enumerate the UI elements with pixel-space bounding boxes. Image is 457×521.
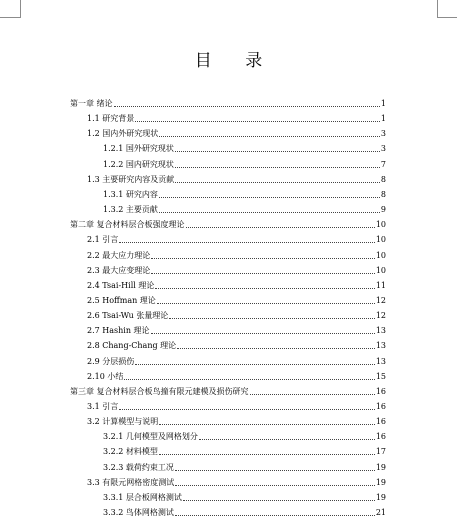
toc-entry[interactable] bbox=[103, 188, 386, 201]
toc-entry-page: 1 bbox=[380, 114, 386, 124]
toc-entry-label: 1.3.2 主要贡献 bbox=[103, 205, 158, 215]
toc-entry-page: 7 bbox=[380, 159, 386, 169]
toc-leader-dots bbox=[159, 197, 380, 198]
toc-entry[interactable] bbox=[87, 112, 386, 125]
toc-entry-label: 2.1 引言 bbox=[87, 235, 119, 245]
toc-entry-label: 2.6 Tsai-Wu 张量理论 bbox=[87, 311, 169, 321]
toc-entry-page: 21 bbox=[375, 508, 386, 518]
toc-entry[interactable] bbox=[70, 97, 386, 110]
toc-entry[interactable] bbox=[87, 476, 386, 489]
corner-mark-top-left-v bbox=[20, 0, 21, 18]
toc-entry-page: 19 bbox=[375, 462, 386, 472]
toc-entry-label: 2.3 最大应变理论 bbox=[87, 265, 151, 275]
toc-leader-dots bbox=[157, 303, 375, 304]
toc-leader-dots bbox=[119, 409, 375, 410]
toc-leader-dots bbox=[159, 454, 375, 455]
toc-leader-dots bbox=[199, 439, 375, 440]
toc-leader-dots bbox=[114, 106, 380, 107]
toc-entry-page: 17 bbox=[375, 447, 386, 457]
toc-leader-dots bbox=[175, 167, 380, 168]
toc-entry-label: 3.2.2 材料模型 bbox=[103, 447, 158, 457]
toc-entry-page: 12 bbox=[375, 311, 386, 321]
toc-entry[interactable] bbox=[103, 506, 386, 519]
toc-entry-label: 1.2.2 国内研究现状 bbox=[103, 159, 174, 169]
toc-entry[interactable] bbox=[87, 355, 386, 368]
toc-leader-dots bbox=[155, 288, 374, 289]
toc-entry-page: 10 bbox=[375, 235, 386, 245]
toc-leader-dots bbox=[183, 500, 375, 501]
toc-entry-page: 11 bbox=[375, 280, 386, 290]
toc-entry-page: 10 bbox=[375, 265, 386, 275]
corner-mark-top-right-h bbox=[437, 17, 457, 18]
toc-leader-dots bbox=[124, 379, 374, 380]
toc-entry-page: 10 bbox=[375, 250, 386, 260]
toc-leader-dots bbox=[135, 121, 380, 122]
toc-entry[interactable] bbox=[87, 400, 386, 413]
toc-entry-page: 12 bbox=[375, 295, 386, 305]
corner-mark-top-right-v bbox=[437, 0, 438, 18]
toc-entry-page: 8 bbox=[380, 174, 386, 184]
toc-entry-label: 2.4 Tsai-Hill 理论 bbox=[87, 280, 155, 290]
toc-entry-label: 3.2.1 几何模型及网格划分 bbox=[103, 432, 198, 442]
toc-entry-label: 3.3.1 层合板网格测试 bbox=[103, 492, 182, 502]
toc-entry-page: 1 bbox=[380, 99, 386, 108]
toc-leader-dots bbox=[159, 212, 380, 213]
toc-leader-dots bbox=[175, 470, 375, 471]
toc-entry[interactable] bbox=[87, 264, 386, 277]
toc-entry-label: 2.2 最大应力理论 bbox=[87, 250, 151, 260]
toc-entry-label: 3.3.2 鸟体网格测试 bbox=[103, 508, 174, 518]
toc-entry[interactable] bbox=[103, 158, 386, 171]
toc-entry-label: 2.8 Chang-Chang 理论 bbox=[87, 341, 177, 351]
toc-entry[interactable] bbox=[87, 127, 386, 140]
toc-entry[interactable] bbox=[70, 385, 386, 398]
toc-entry[interactable] bbox=[103, 142, 386, 155]
toc-entry[interactable] bbox=[87, 279, 386, 292]
toc-leader-dots bbox=[186, 227, 375, 228]
toc-entry[interactable] bbox=[103, 491, 386, 504]
toc-entry-label: 3.3 有限元网格密度测试 bbox=[87, 477, 175, 487]
toc-title: 目 录 bbox=[194, 51, 277, 71]
toc-entry[interactable] bbox=[103, 430, 386, 443]
toc-entry[interactable] bbox=[87, 415, 386, 428]
toc-leader-dots bbox=[151, 333, 375, 334]
toc-entry-page: 16 bbox=[375, 402, 386, 411]
toc-entry[interactable] bbox=[87, 339, 386, 352]
toc-leader-dots bbox=[159, 136, 380, 137]
toc-entry-label: 2.9 分层损伤 bbox=[87, 356, 135, 366]
toc-entry-page: 16 bbox=[375, 386, 386, 396]
toc-entry-page: 16 bbox=[375, 432, 386, 442]
toc-entry-page: 19 bbox=[375, 477, 386, 487]
toc-entry[interactable] bbox=[103, 461, 386, 474]
toc-entry-page: 13 bbox=[375, 326, 386, 336]
toc-leader-dots bbox=[119, 242, 375, 243]
toc-leader-dots bbox=[135, 364, 375, 365]
toc-entry-label: 3.2 计算模型与说明 bbox=[87, 417, 159, 427]
toc-entry-label: 第一章 绪论 bbox=[70, 99, 113, 108]
toc-leader-dots bbox=[169, 318, 375, 319]
toc-entry[interactable] bbox=[70, 218, 386, 231]
toc-leader-dots bbox=[250, 394, 375, 395]
toc-entry[interactable] bbox=[87, 233, 386, 246]
toc-entry[interactable] bbox=[87, 324, 386, 337]
toc-entry-page: 9 bbox=[380, 205, 386, 215]
toc-entry[interactable] bbox=[87, 309, 386, 322]
toc-entry-label: 第二章 复合材料层合板强度理论 bbox=[70, 220, 185, 230]
toc-entry-page: 15 bbox=[375, 371, 386, 381]
toc-entry-label: 1.3 主要研究内容及贡献 bbox=[87, 174, 175, 184]
toc-entry-page: 3 bbox=[380, 129, 386, 139]
toc-leader-dots bbox=[159, 424, 375, 425]
toc-entry-page: 13 bbox=[375, 341, 386, 351]
toc-leader-dots bbox=[175, 485, 375, 486]
toc-leader-dots bbox=[175, 182, 380, 183]
toc-entry-label: 1.2.1 国外研究现状 bbox=[103, 144, 174, 154]
toc-entry-page: 16 bbox=[375, 417, 386, 427]
toc-entry-label: 1.2 国内外研究现状 bbox=[87, 129, 159, 139]
toc-entry-label: 3.2.3 载荷约束工况 bbox=[103, 462, 174, 472]
corner-mark-top-left-h bbox=[0, 17, 20, 18]
toc-entry-label: 1.3.1 研究内容 bbox=[103, 189, 158, 199]
toc-entry[interactable] bbox=[87, 173, 386, 186]
toc-leader-dots bbox=[175, 515, 375, 516]
toc-entry-page: 19 bbox=[375, 492, 386, 502]
toc-entry[interactable] bbox=[103, 203, 386, 216]
toc-entry-label: 2.5 Hoffman 理论 bbox=[87, 295, 156, 305]
toc-entry-page: 10 bbox=[375, 220, 386, 230]
toc-entry[interactable] bbox=[103, 445, 386, 458]
toc-entry-page: 13 bbox=[375, 356, 386, 366]
toc-leader-dots bbox=[175, 151, 380, 152]
toc-entry-label: 2.10 小结 bbox=[87, 371, 124, 381]
toc-entry[interactable] bbox=[87, 370, 386, 383]
toc-leader-dots bbox=[151, 258, 375, 259]
toc-entry-page: 8 bbox=[380, 189, 386, 199]
toc-entry-page: 3 bbox=[380, 144, 386, 154]
toc-entry-label: 2.7 Hashin 理论 bbox=[87, 326, 150, 336]
toc-entry[interactable] bbox=[87, 294, 386, 307]
toc-leader-dots bbox=[177, 348, 375, 349]
toc-entry-label: 第三章 复合材料层合板鸟撞有限元建模及损伤研究 bbox=[70, 386, 249, 396]
toc-leader-dots bbox=[151, 273, 375, 274]
toc-entry[interactable] bbox=[87, 249, 386, 262]
toc-entry-label: 1.1 研究背景 bbox=[87, 114, 135, 124]
toc-entry-label: 3.1 引言 bbox=[87, 402, 119, 411]
